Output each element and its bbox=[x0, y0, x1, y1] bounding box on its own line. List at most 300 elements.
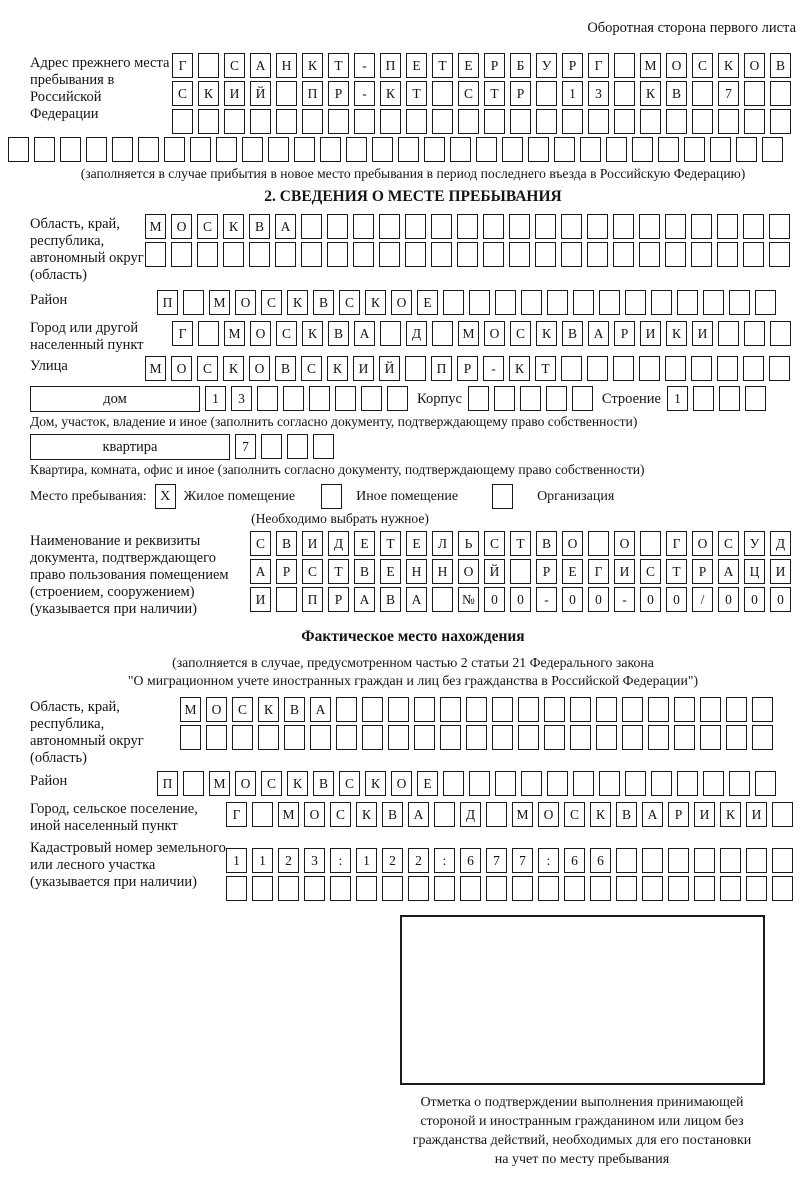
form-cell[interactable] bbox=[518, 725, 539, 750]
form-cell[interactable] bbox=[744, 109, 765, 134]
form-cell[interactable] bbox=[587, 356, 608, 381]
form-cell[interactable] bbox=[172, 109, 193, 134]
form-cell[interactable] bbox=[388, 725, 409, 750]
form-cell[interactable] bbox=[614, 109, 635, 134]
form-cell[interactable] bbox=[746, 876, 767, 901]
form-cell[interactable]: В bbox=[382, 802, 403, 827]
form-cell[interactable] bbox=[769, 214, 790, 239]
form-cell[interactable] bbox=[405, 214, 426, 239]
form-cell[interactable]: А bbox=[642, 802, 663, 827]
form-cell[interactable] bbox=[596, 697, 617, 722]
form-cell[interactable]: С bbox=[640, 559, 661, 584]
form-cell[interactable]: М bbox=[209, 771, 230, 796]
form-cell[interactable] bbox=[616, 848, 637, 873]
form-cell[interactable]: Р bbox=[484, 53, 505, 78]
form-cell[interactable] bbox=[431, 242, 452, 267]
form-cell[interactable]: Б bbox=[510, 53, 531, 78]
form-cell[interactable]: О bbox=[235, 771, 256, 796]
form-cell[interactable] bbox=[198, 53, 219, 78]
form-cell[interactable]: В bbox=[380, 587, 401, 612]
form-cell[interactable] bbox=[587, 242, 608, 267]
form-cell[interactable]: В bbox=[284, 697, 305, 722]
form-cell[interactable]: Л bbox=[432, 531, 453, 556]
form-cell[interactable] bbox=[469, 771, 490, 796]
prev-address-row-1[interactable] bbox=[172, 53, 796, 78]
form-cell[interactable]: Д bbox=[406, 321, 427, 346]
form-cell[interactable]: 6 bbox=[590, 848, 611, 873]
form-cell[interactable]: П bbox=[302, 587, 323, 612]
actual-region-row-2[interactable] bbox=[180, 725, 778, 750]
form-cell[interactable] bbox=[354, 109, 375, 134]
form-cell[interactable] bbox=[710, 137, 731, 162]
form-cell[interactable]: С bbox=[458, 81, 479, 106]
prev-address-row-2[interactable] bbox=[172, 81, 796, 106]
actual-city-row[interactable] bbox=[226, 802, 798, 827]
form-cell[interactable]: К bbox=[380, 81, 401, 106]
form-cell[interactable] bbox=[466, 725, 487, 750]
form-cell[interactable]: Г bbox=[172, 53, 193, 78]
form-cell[interactable]: О bbox=[171, 356, 192, 381]
form-cell[interactable] bbox=[284, 725, 305, 750]
form-cell[interactable] bbox=[642, 848, 663, 873]
document-row-2[interactable] bbox=[250, 559, 796, 584]
form-cell[interactable] bbox=[34, 137, 55, 162]
form-cell[interactable]: Т bbox=[328, 53, 349, 78]
form-cell[interactable] bbox=[770, 321, 791, 346]
form-cell[interactable] bbox=[257, 386, 278, 411]
form-cell[interactable] bbox=[287, 434, 308, 459]
form-cell[interactable] bbox=[242, 137, 263, 162]
form-cell[interactable] bbox=[432, 587, 453, 612]
form-cell[interactable] bbox=[216, 137, 237, 162]
form-cell[interactable] bbox=[658, 137, 679, 162]
form-cell[interactable]: О bbox=[235, 290, 256, 315]
form-cell[interactable]: И bbox=[770, 559, 791, 584]
form-cell[interactable]: М bbox=[278, 802, 299, 827]
form-cell[interactable]: В bbox=[275, 356, 296, 381]
form-cell[interactable]: К bbox=[223, 214, 244, 239]
form-cell[interactable]: С bbox=[232, 697, 253, 722]
form-cell[interactable] bbox=[483, 242, 504, 267]
form-cell[interactable]: М bbox=[512, 802, 533, 827]
form-cell[interactable]: 0 bbox=[640, 587, 661, 612]
form-cell[interactable]: А bbox=[310, 697, 331, 722]
form-cell[interactable]: Г bbox=[588, 559, 609, 584]
form-cell[interactable] bbox=[599, 771, 620, 796]
form-cell[interactable]: А bbox=[588, 321, 609, 346]
form-cell[interactable]: О bbox=[391, 290, 412, 315]
form-cell[interactable] bbox=[434, 876, 455, 901]
form-cell[interactable]: Т bbox=[510, 531, 531, 556]
form-cell[interactable] bbox=[588, 109, 609, 134]
house-cells[interactable] bbox=[205, 386, 413, 411]
form-cell[interactable] bbox=[648, 697, 669, 722]
prev-address-row-3[interactable] bbox=[172, 109, 796, 134]
form-cell[interactable] bbox=[718, 109, 739, 134]
form-cell[interactable]: В bbox=[354, 559, 375, 584]
form-cell[interactable]: О bbox=[391, 771, 412, 796]
form-cell[interactable] bbox=[717, 214, 738, 239]
form-cell[interactable]: 0 bbox=[744, 587, 765, 612]
form-cell[interactable] bbox=[183, 771, 204, 796]
form-cell[interactable]: Р bbox=[510, 81, 531, 106]
form-cell[interactable] bbox=[677, 771, 698, 796]
form-cell[interactable]: О bbox=[692, 531, 713, 556]
form-cell[interactable]: С bbox=[564, 802, 585, 827]
form-cell[interactable]: А bbox=[406, 587, 427, 612]
form-cell[interactable]: Т bbox=[406, 81, 427, 106]
form-cell[interactable]: Д bbox=[328, 531, 349, 556]
form-cell[interactable] bbox=[772, 802, 793, 827]
form-cell[interactable] bbox=[301, 242, 322, 267]
form-cell[interactable]: Т bbox=[484, 81, 505, 106]
form-cell[interactable]: Р bbox=[614, 321, 635, 346]
form-cell[interactable]: К bbox=[365, 290, 386, 315]
form-cell[interactable] bbox=[495, 290, 516, 315]
form-cell[interactable] bbox=[755, 771, 776, 796]
form-cell[interactable] bbox=[380, 321, 401, 346]
form-cell[interactable] bbox=[691, 214, 712, 239]
form-cell[interactable] bbox=[562, 109, 583, 134]
form-cell[interactable] bbox=[692, 81, 713, 106]
form-cell[interactable]: : bbox=[538, 848, 559, 873]
form-cell[interactable] bbox=[536, 81, 557, 106]
form-cell[interactable] bbox=[561, 356, 582, 381]
form-cell[interactable]: О bbox=[614, 531, 635, 556]
form-cell[interactable]: И bbox=[353, 356, 374, 381]
form-cell[interactable] bbox=[528, 137, 549, 162]
form-cell[interactable]: 0 bbox=[770, 587, 791, 612]
form-cell[interactable]: К bbox=[258, 697, 279, 722]
form-cell[interactable] bbox=[249, 242, 270, 267]
form-cell[interactable] bbox=[521, 290, 542, 315]
form-cell[interactable] bbox=[665, 242, 686, 267]
form-cell[interactable]: 1 bbox=[226, 848, 247, 873]
form-cell[interactable]: П bbox=[157, 771, 178, 796]
form-cell[interactable] bbox=[573, 290, 594, 315]
form-cell[interactable]: И bbox=[250, 587, 271, 612]
form-cell[interactable] bbox=[414, 697, 435, 722]
form-cell[interactable] bbox=[666, 109, 687, 134]
form-cell[interactable]: С bbox=[339, 771, 360, 796]
form-cell[interactable] bbox=[625, 771, 646, 796]
form-cell[interactable] bbox=[310, 725, 331, 750]
form-cell[interactable]: В bbox=[249, 214, 270, 239]
form-cell[interactable]: О bbox=[562, 531, 583, 556]
form-cell[interactable] bbox=[336, 725, 357, 750]
form-cell[interactable] bbox=[443, 771, 464, 796]
form-cell[interactable]: 3 bbox=[304, 848, 325, 873]
form-cell[interactable] bbox=[535, 242, 556, 267]
cadastral-row-1[interactable] bbox=[226, 848, 798, 873]
form-cell[interactable] bbox=[729, 771, 750, 796]
form-cell[interactable] bbox=[744, 81, 765, 106]
form-cell[interactable]: С bbox=[692, 53, 713, 78]
form-cell[interactable]: 0 bbox=[666, 587, 687, 612]
form-cell[interactable]: Р bbox=[328, 587, 349, 612]
form-cell[interactable]: К bbox=[327, 356, 348, 381]
form-cell[interactable]: О bbox=[171, 214, 192, 239]
form-cell[interactable]: 0 bbox=[718, 587, 739, 612]
stay-type-checkbox-residential[interactable]: X bbox=[155, 484, 176, 509]
korpus-cells[interactable] bbox=[468, 386, 598, 411]
form-cell[interactable] bbox=[440, 697, 461, 722]
form-cell[interactable]: К bbox=[720, 802, 741, 827]
form-cell[interactable]: Р bbox=[562, 53, 583, 78]
form-cell[interactable]: А bbox=[354, 321, 375, 346]
city-row[interactable] bbox=[172, 321, 796, 346]
form-cell[interactable] bbox=[717, 356, 738, 381]
form-cell[interactable]: П bbox=[157, 290, 178, 315]
prev-address-row-4[interactable] bbox=[8, 137, 800, 162]
form-cell[interactable] bbox=[252, 876, 273, 901]
form-cell[interactable] bbox=[301, 214, 322, 239]
district-row[interactable] bbox=[157, 290, 781, 315]
form-cell[interactable] bbox=[745, 386, 766, 411]
form-cell[interactable]: 1 bbox=[356, 848, 377, 873]
form-cell[interactable] bbox=[450, 137, 471, 162]
form-cell[interactable]: К bbox=[640, 81, 661, 106]
form-cell[interactable]: В bbox=[328, 321, 349, 346]
form-cell[interactable]: К bbox=[666, 321, 687, 346]
form-cell[interactable] bbox=[561, 214, 582, 239]
stay-type-checkbox-organization[interactable] bbox=[492, 484, 513, 509]
form-cell[interactable] bbox=[180, 725, 201, 750]
form-cell[interactable] bbox=[580, 137, 601, 162]
form-cell[interactable]: Р bbox=[276, 559, 297, 584]
form-cell[interactable]: Р bbox=[536, 559, 557, 584]
form-cell[interactable]: : bbox=[434, 848, 455, 873]
form-cell[interactable] bbox=[275, 242, 296, 267]
form-cell[interactable] bbox=[648, 725, 669, 750]
form-cell[interactable]: 2 bbox=[382, 848, 403, 873]
form-cell[interactable] bbox=[769, 242, 790, 267]
form-cell[interactable] bbox=[432, 109, 453, 134]
form-cell[interactable] bbox=[613, 242, 634, 267]
form-cell[interactable]: Е bbox=[417, 290, 438, 315]
form-cell[interactable]: С bbox=[261, 290, 282, 315]
form-cell[interactable] bbox=[665, 214, 686, 239]
form-cell[interactable] bbox=[561, 242, 582, 267]
stay-type-checkbox-other[interactable] bbox=[321, 484, 342, 509]
form-cell[interactable]: - bbox=[614, 587, 635, 612]
form-cell[interactable]: К bbox=[302, 321, 323, 346]
form-cell[interactable] bbox=[224, 109, 245, 134]
form-cell[interactable] bbox=[743, 242, 764, 267]
form-cell[interactable]: Г bbox=[666, 531, 687, 556]
form-cell[interactable] bbox=[736, 137, 757, 162]
form-cell[interactable] bbox=[206, 725, 227, 750]
form-cell[interactable]: Р bbox=[457, 356, 478, 381]
form-cell[interactable] bbox=[520, 386, 541, 411]
form-cell[interactable] bbox=[743, 356, 764, 381]
form-cell[interactable]: Т bbox=[432, 53, 453, 78]
form-cell[interactable] bbox=[547, 290, 568, 315]
form-cell[interactable] bbox=[250, 109, 271, 134]
document-row-3[interactable] bbox=[250, 587, 796, 612]
form-cell[interactable]: В bbox=[276, 531, 297, 556]
form-cell[interactable]: К bbox=[536, 321, 557, 346]
form-cell[interactable]: Е bbox=[406, 53, 427, 78]
form-cell[interactable]: С bbox=[261, 771, 282, 796]
form-cell[interactable]: И bbox=[694, 802, 715, 827]
form-cell[interactable] bbox=[694, 876, 715, 901]
form-cell[interactable]: В bbox=[666, 81, 687, 106]
form-cell[interactable] bbox=[405, 242, 426, 267]
form-cell[interactable] bbox=[729, 290, 750, 315]
form-cell[interactable]: М bbox=[458, 321, 479, 346]
form-cell[interactable]: 1 bbox=[252, 848, 273, 873]
form-cell[interactable] bbox=[677, 290, 698, 315]
form-cell[interactable] bbox=[440, 725, 461, 750]
form-cell[interactable] bbox=[693, 386, 714, 411]
form-cell[interactable] bbox=[752, 697, 773, 722]
form-cell[interactable]: Н bbox=[406, 559, 427, 584]
form-cell[interactable] bbox=[469, 290, 490, 315]
form-cell[interactable] bbox=[564, 876, 585, 901]
form-cell[interactable] bbox=[772, 848, 793, 873]
form-cell[interactable]: 1 bbox=[667, 386, 688, 411]
form-cell[interactable] bbox=[510, 109, 531, 134]
form-cell[interactable]: Р bbox=[668, 802, 689, 827]
form-cell[interactable]: М bbox=[640, 53, 661, 78]
form-cell[interactable]: № bbox=[458, 587, 479, 612]
form-cell[interactable]: 3 bbox=[231, 386, 252, 411]
form-cell[interactable] bbox=[691, 356, 712, 381]
form-cell[interactable] bbox=[372, 137, 393, 162]
form-cell[interactable]: : bbox=[330, 848, 351, 873]
form-cell[interactable]: - bbox=[354, 53, 375, 78]
region-row-1[interactable] bbox=[145, 214, 795, 239]
form-cell[interactable] bbox=[353, 242, 374, 267]
form-cell[interactable] bbox=[362, 697, 383, 722]
form-cell[interactable] bbox=[616, 876, 637, 901]
form-cell[interactable]: С bbox=[484, 531, 505, 556]
form-cell[interactable] bbox=[692, 109, 713, 134]
form-cell[interactable]: И bbox=[224, 81, 245, 106]
form-cell[interactable]: П bbox=[302, 81, 323, 106]
form-cell[interactable] bbox=[327, 242, 348, 267]
form-cell[interactable] bbox=[752, 725, 773, 750]
form-cell[interactable]: Н bbox=[276, 53, 297, 78]
form-cell[interactable] bbox=[743, 214, 764, 239]
form-cell[interactable]: Й bbox=[379, 356, 400, 381]
form-cell[interactable] bbox=[625, 290, 646, 315]
form-cell[interactable]: К bbox=[365, 771, 386, 796]
form-cell[interactable]: Й bbox=[484, 559, 505, 584]
form-cell[interactable] bbox=[309, 386, 330, 411]
form-cell[interactable] bbox=[458, 109, 479, 134]
form-cell[interactable]: А bbox=[250, 53, 271, 78]
form-cell[interactable] bbox=[258, 725, 279, 750]
form-cell[interactable]: М bbox=[180, 697, 201, 722]
form-cell[interactable]: 0 bbox=[484, 587, 505, 612]
form-cell[interactable] bbox=[769, 356, 790, 381]
form-cell[interactable]: И bbox=[746, 802, 767, 827]
form-cell[interactable] bbox=[190, 137, 211, 162]
actual-district-row[interactable] bbox=[157, 771, 781, 796]
form-cell[interactable] bbox=[495, 771, 516, 796]
form-cell[interactable] bbox=[590, 876, 611, 901]
form-cell[interactable] bbox=[8, 137, 29, 162]
form-cell[interactable] bbox=[770, 81, 791, 106]
form-cell[interactable] bbox=[457, 214, 478, 239]
form-cell[interactable]: Е bbox=[458, 53, 479, 78]
form-cell[interactable]: 7 bbox=[235, 434, 256, 459]
form-cell[interactable] bbox=[405, 356, 426, 381]
form-cell[interactable]: С bbox=[302, 559, 323, 584]
form-cell[interactable]: 6 bbox=[564, 848, 585, 873]
actual-region-row-1[interactable] bbox=[180, 697, 778, 722]
form-cell[interactable] bbox=[668, 848, 689, 873]
form-cell[interactable]: 7 bbox=[486, 848, 507, 873]
form-cell[interactable] bbox=[512, 876, 533, 901]
form-cell[interactable]: Т bbox=[535, 356, 556, 381]
form-cell[interactable]: С bbox=[224, 53, 245, 78]
form-cell[interactable] bbox=[183, 290, 204, 315]
form-cell[interactable] bbox=[252, 802, 273, 827]
form-cell[interactable]: А bbox=[250, 559, 271, 584]
form-cell[interactable]: Г bbox=[588, 53, 609, 78]
form-cell[interactable]: - bbox=[483, 356, 504, 381]
form-cell[interactable]: В bbox=[313, 771, 334, 796]
form-cell[interactable]: О bbox=[484, 321, 505, 346]
form-cell[interactable] bbox=[570, 725, 591, 750]
form-cell[interactable] bbox=[294, 137, 315, 162]
form-cell[interactable]: К bbox=[287, 290, 308, 315]
form-cell[interactable]: В bbox=[313, 290, 334, 315]
form-cell[interactable] bbox=[572, 386, 593, 411]
form-cell[interactable]: 7 bbox=[718, 81, 739, 106]
form-cell[interactable] bbox=[744, 321, 765, 346]
street-row[interactable] bbox=[145, 356, 795, 381]
cadastral-row-2[interactable] bbox=[226, 876, 798, 901]
form-cell[interactable]: В bbox=[616, 802, 637, 827]
form-cell[interactable] bbox=[509, 214, 530, 239]
form-cell[interactable] bbox=[483, 214, 504, 239]
form-cell[interactable] bbox=[703, 771, 724, 796]
form-cell[interactable] bbox=[112, 137, 133, 162]
apartment-cells[interactable] bbox=[235, 434, 339, 459]
form-cell[interactable] bbox=[642, 876, 663, 901]
form-cell[interactable] bbox=[466, 697, 487, 722]
form-cell[interactable] bbox=[382, 876, 403, 901]
form-cell[interactable] bbox=[700, 725, 721, 750]
form-cell[interactable] bbox=[492, 725, 513, 750]
form-cell[interactable] bbox=[510, 559, 531, 584]
form-cell[interactable]: К bbox=[287, 771, 308, 796]
form-cell[interactable]: О bbox=[538, 802, 559, 827]
form-cell[interactable]: О bbox=[304, 802, 325, 827]
form-cell[interactable]: О bbox=[458, 559, 479, 584]
form-cell[interactable] bbox=[694, 848, 715, 873]
form-cell[interactable] bbox=[328, 109, 349, 134]
form-cell[interactable] bbox=[460, 876, 481, 901]
form-cell[interactable] bbox=[538, 876, 559, 901]
form-cell[interactable] bbox=[197, 242, 218, 267]
form-cell[interactable] bbox=[509, 242, 530, 267]
form-cell[interactable] bbox=[614, 53, 635, 78]
form-cell[interactable] bbox=[622, 697, 643, 722]
form-cell[interactable] bbox=[546, 386, 567, 411]
form-cell[interactable]: К bbox=[198, 81, 219, 106]
form-cell[interactable] bbox=[596, 725, 617, 750]
form-cell[interactable] bbox=[278, 876, 299, 901]
form-cell[interactable] bbox=[492, 697, 513, 722]
form-cell[interactable] bbox=[424, 137, 445, 162]
form-cell[interactable] bbox=[746, 848, 767, 873]
form-cell[interactable]: Т bbox=[666, 559, 687, 584]
